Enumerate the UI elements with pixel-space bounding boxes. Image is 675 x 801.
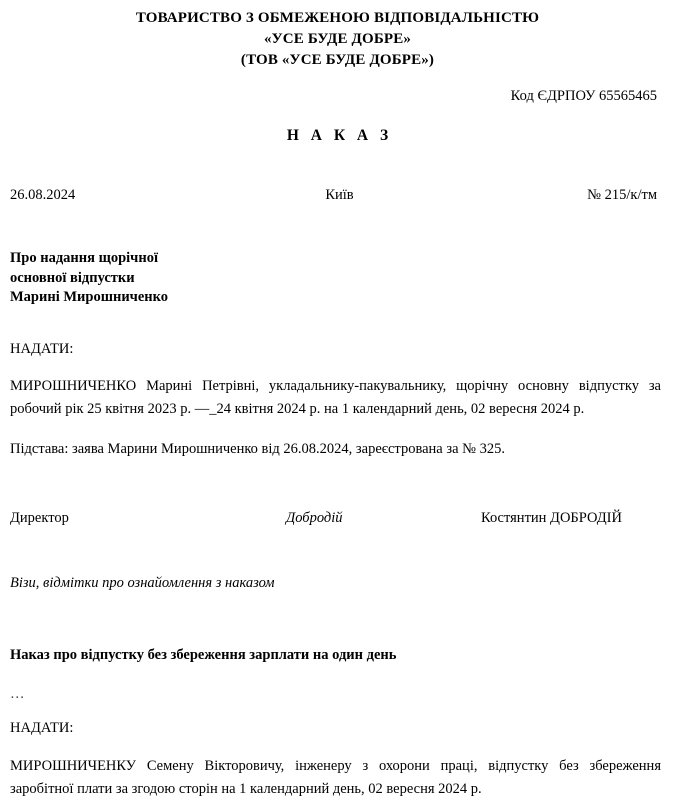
organization-header	[0, 0, 675, 71]
organization-name-line-1: ТОВАРИСТВО З ОБМЕЖЕНОЮ ВІДПОВІДАЛЬНІСТЮ	[135, 10, 540, 26]
document-date: 26.08.2024	[10, 187, 76, 203]
subject-line-1: Про надання щорічної	[10, 250, 158, 266]
organization-name-line-3: (ТОВ «УСЕ БУДЕ ДОБРЕ»)	[240, 52, 435, 68]
order-2-body: МИРОШНИЧЕНКУ Семену Вікторовичу, інженеру з охорони праці, відпустку без збереження заробітної плати за згодою сторін на 1 календарний день, 02 вересня 2024 р.	[10, 757, 661, 797]
order-1-body: МИРОШНИЧЕНКО Марині Петрівні, укладальнику-пакувальнику, щорічну основну відпустку за робочий рік 25 квітня 2023 р. —_24 квітня 2024 р. на 1 календарний день, 02 вересня 2024 р.	[10, 377, 661, 417]
edrpou-code: Код ЄДРПОУ 65565465	[510, 88, 657, 104]
order-2-heading: Наказ про відпустку без збереження зарплати на один день	[10, 646, 397, 663]
document-subject	[10, 249, 675, 308]
visa-note: Візи, відмітки про ознайомлення з наказом	[10, 574, 275, 591]
signature-mark: Добродій	[286, 509, 343, 526]
order-2-ellipsis: …	[10, 685, 26, 702]
signatory-position: Директор	[10, 509, 69, 526]
order-2-directive-label: НАДАТИ:	[10, 719, 74, 736]
organization-name-line-2: «УСЕ БУДЕ ДОБРЕ»	[263, 31, 412, 47]
signature-row	[0, 507, 675, 529]
document-title: Н А К А З	[286, 127, 393, 144]
order-1-basis: Підстава: заява Марини Мирошниченко від 26.08.2024, зареєстрована за № 325.	[10, 440, 505, 457]
order-1-directive-label: НАДАТИ:	[10, 340, 74, 357]
signatory-name: Костянтин ДОБРОДІЙ	[481, 509, 622, 526]
document-place: Київ	[325, 187, 354, 203]
subject-line-3: Марині Мирошниченко	[10, 289, 169, 305]
document-meta-row	[0, 185, 675, 205]
subject-line-2: основної відпустки	[10, 269, 135, 286]
document-number: № 215/к/тм	[587, 187, 657, 203]
